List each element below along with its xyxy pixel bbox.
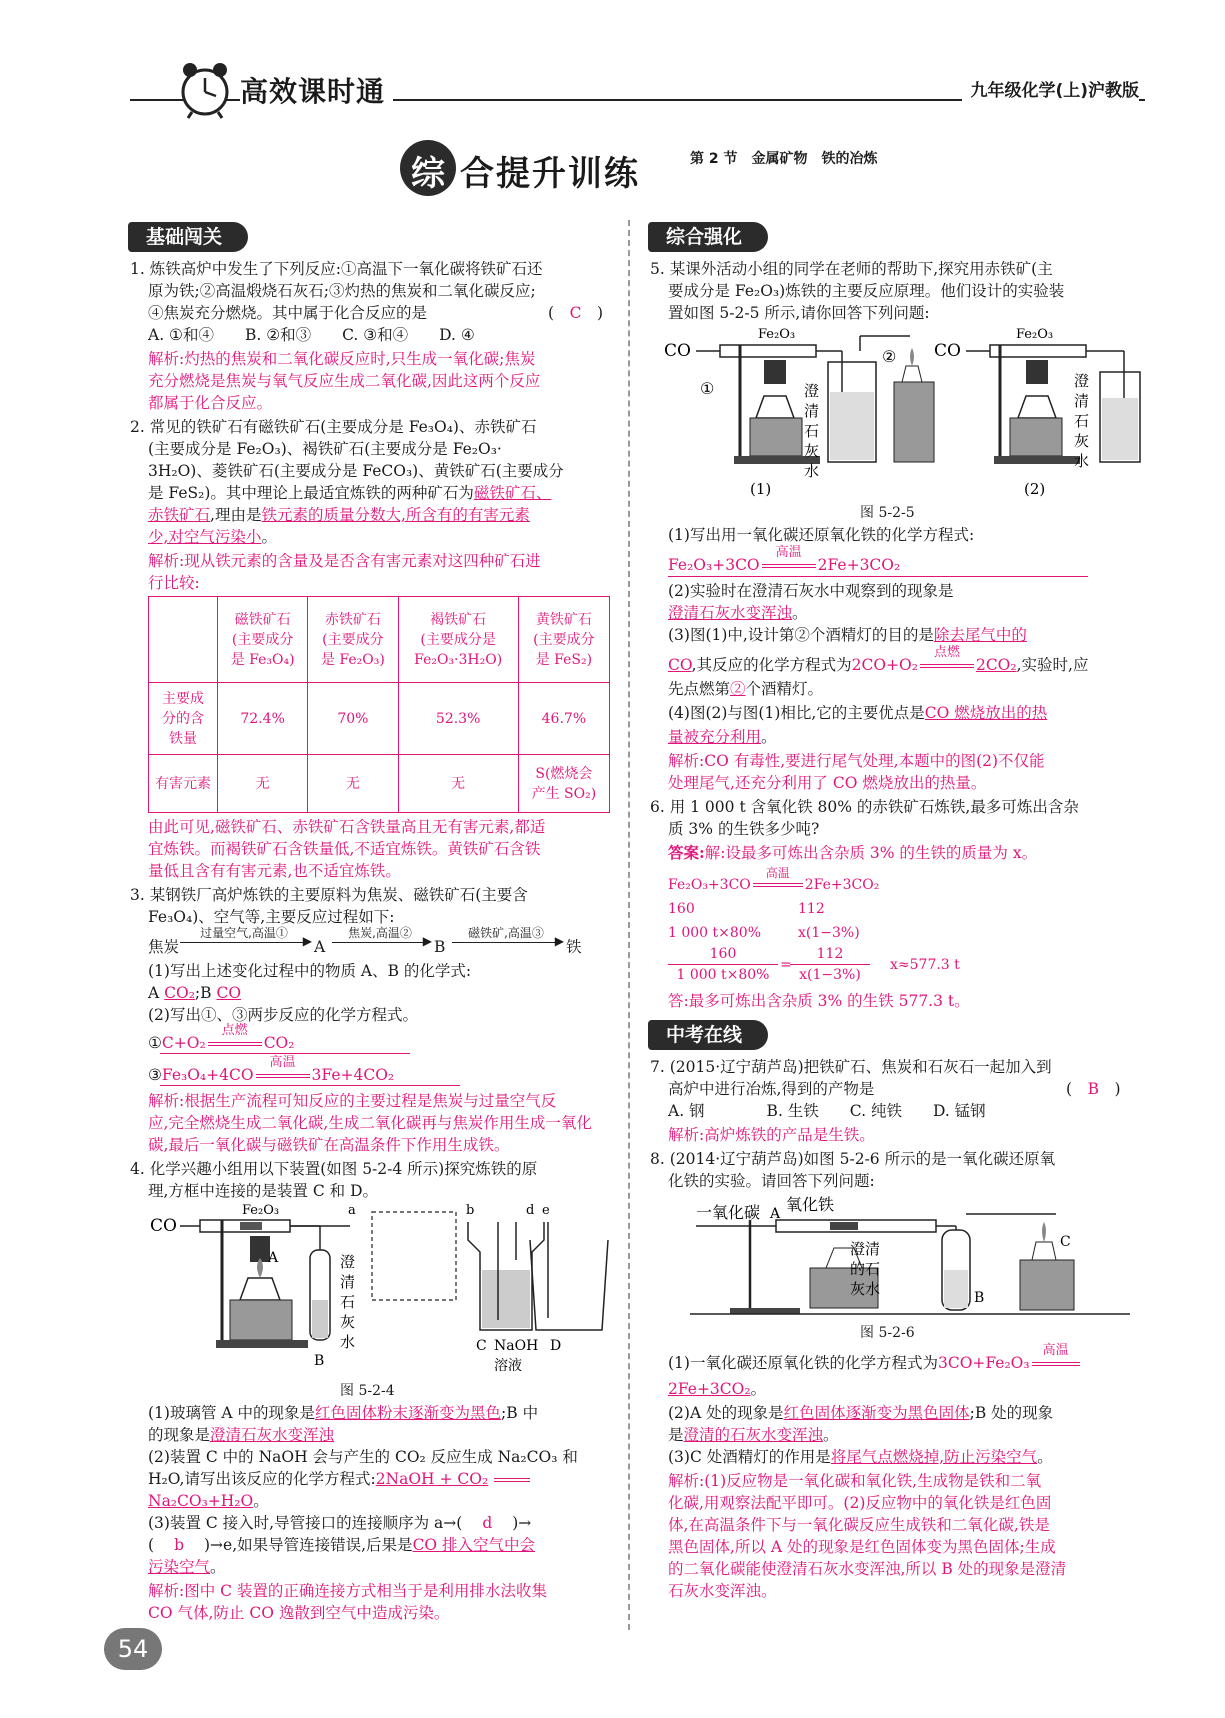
q4-analysis: 解析:图中 C 装置的正确连接方式相当于是利用排水法收集 <box>148 1582 547 1600</box>
flow-b: B <box>434 938 446 956</box>
q6-calc-value: x(1−3%) <box>798 925 860 941</box>
table-header: 磁铁矿石 (主要成分 是 Fe₃O₄) <box>218 597 308 683</box>
fig6-b-label: B <box>974 1290 985 1306</box>
fig5-lime: 灰 <box>804 442 820 460</box>
q4-analysis: CO 气体,防止 CO 逸散到空气中造成污染。 <box>148 1604 450 1622</box>
fraction-numerator: 112 <box>816 946 844 962</box>
q8-answer-c: 将尾气点燃烧掉,防止污染空气 <box>830 1448 1038 1466</box>
q2-text: 。 <box>261 528 277 546</box>
fig6-fe2o3: 氧化铁 <box>786 1195 835 1214</box>
q8-answer-a: 红色固体逐渐变为黑色固体 <box>783 1404 970 1422</box>
q4-part1 <box>148 1424 334 1446</box>
q2-line: 2. 常见的铁矿石有磁铁矿石(主要成分是 Fe₃O₄)、赤铁矿石 <box>130 418 537 436</box>
q3-answer-a: CO₂ <box>164 984 195 1002</box>
flow-end: 铁 <box>566 938 582 956</box>
q4-part1 <box>148 1402 538 1424</box>
q1-line: 原为铁;②高温煅烧石灰石;③灼热的焦炭和二氧化碳反应; <box>148 282 536 300</box>
q4-answer-3: 污染空气 <box>148 1558 211 1576</box>
q6-answer <box>668 842 1037 864</box>
fig4-port-b: b <box>466 1203 475 1218</box>
answer-underline <box>668 576 1088 577</box>
answer-underline <box>160 1085 460 1086</box>
eq-left: 3CO+Fe₂O₃ <box>937 1354 1030 1372</box>
fig5-fe2o3-label: Fe₂O₃ <box>758 327 796 342</box>
q5-text: (4)图(2)与图(1)相比,它的主要优点是 <box>668 704 925 722</box>
q5-part1: (1)写出用一氧化碳还原氧化铁的化学方程式: <box>668 526 975 544</box>
fig4-b-label: B <box>314 1353 325 1369</box>
q5-text: (3)图(1)中,设计第②个酒精灯的目的是 <box>668 626 934 644</box>
flow-cond-3: 磁铁矿,高温③ <box>468 926 544 940</box>
fig5-n2: ② <box>882 347 897 366</box>
q8-analysis: 的二氧化碳能使澄清石灰水变浑浊,所以 B 处的现象是澄清 <box>668 1560 1067 1578</box>
q4-equation: 2NaOH + CO₂ <box>375 1470 489 1488</box>
q5-text: 先点燃第 <box>668 680 731 698</box>
table-row-label: 主要成 分的含 铁量 <box>149 683 218 755</box>
q8-text: ;B 处的现象 <box>969 1404 1054 1422</box>
fig5-lime-2: 水 <box>1074 452 1090 470</box>
q2-text: 是 FeS₂)。其中理论上最适宜炼铁的两种矿石为 <box>148 484 474 502</box>
q3-analysis: 解析:根据生产流程可知反应的主要过程是焦炭与过量空气反 <box>148 1092 557 1110</box>
table-row-label: 有害元素 <box>149 755 218 813</box>
q2-answer-2: 少,对空气污染小 <box>148 528 262 546</box>
q8-text: 是 <box>668 1426 684 1444</box>
fig4-c-label: C <box>476 1338 487 1354</box>
eq-right: CO₂ <box>263 1034 295 1052</box>
q8-text: 。 <box>750 1380 767 1398</box>
q4-part2: (2)装置 C 中的 NaOH 会与产生的 CO₂ 反应生成 Na₂CO₃ 和 <box>148 1448 578 1466</box>
q7-line: 高炉中进行冶炼,得到的产物是 <box>668 1080 875 1098</box>
q2-analysis: 行比较: <box>148 574 200 592</box>
q6-answer-text: 解:设最多可炼出含杂质 3% 的生铁的质量为 x。 <box>704 844 1038 862</box>
q5-part3 <box>668 645 1089 676</box>
eq-left: 2CO+O₂ <box>851 656 918 674</box>
table-cell: 46.7% <box>518 683 609 755</box>
figure-5-2-4 <box>150 1200 620 1380</box>
q6-calc-mass: 112 <box>798 901 825 917</box>
q8-line: 8. (2014·辽宁葫芦岛)如图 5-2-6 所示的是一氧化碳还原氧 <box>650 1150 1056 1168</box>
eq-condition: 高温 <box>269 1055 296 1070</box>
eq-left: Fe₃O₄+4CO <box>161 1066 254 1084</box>
fig5-lime-2: 澄 <box>1074 372 1090 390</box>
q7-answer-paren: ( B ) <box>1066 1080 1121 1098</box>
eq-condition: 点燃 <box>933 645 960 660</box>
q8-part3 <box>668 1446 1053 1468</box>
q5-part4 <box>668 726 777 748</box>
q2-text: ,理由是 <box>210 506 262 524</box>
q5-part4 <box>668 702 1047 724</box>
q3-eq3: ③Fe₃O₄+4CO 高温 3Fe+4CO₂ <box>148 1064 394 1086</box>
q8-analysis: 石灰水变浑浊。 <box>668 1582 777 1600</box>
q4-part3: 污染空气。 <box>148 1558 226 1576</box>
q6-fraction-2 <box>790 944 870 985</box>
q8-text: (3)C 处酒精灯的作用是 <box>668 1448 831 1466</box>
flow-a: A <box>314 938 326 956</box>
fig5-lime: 清 <box>804 402 820 420</box>
fig5-co-label-2: CO <box>934 341 961 361</box>
q1-analysis: 解析:灼热的焦炭和二氧化碳反应时,只生成一氧化碳;焦炭 <box>148 350 536 368</box>
fig4-port-d: d <box>526 1203 535 1218</box>
q5-answer-3: CO <box>668 656 692 674</box>
q8-part1 <box>668 1378 766 1400</box>
flow-cond-1: 过量空气,高温① <box>200 926 288 940</box>
q4-part3 <box>148 1512 531 1534</box>
figure-5-2-6 <box>690 1190 1130 1320</box>
q2-analysis: 解析:现从铁元素的含量及是否含有害元素对这四种矿石进 <box>148 552 541 570</box>
badge-comprehensive: 综合强化 <box>648 222 768 252</box>
q5-text: 个酒精灯。 <box>745 680 824 698</box>
q5-answer-4: 量被充分利用 <box>668 728 762 746</box>
q1-line: 1. 炼铁高炉中发生了下列反应:①高温下一氧化碳将铁矿石还 <box>130 260 543 278</box>
table-cell: S(燃烧会 产生 SO₂) <box>518 755 609 813</box>
section-title: 合提升训练 <box>460 154 640 194</box>
q2-answer-1: 磁铁矿石、 <box>473 484 552 502</box>
q2-line <box>148 526 277 548</box>
table-cell: 70% <box>308 683 398 755</box>
q4-line: 4. 化学兴趣小组用以下装置(如图 5-2-4 所示)探究炼铁的原 <box>130 1160 538 1178</box>
fig4-lime: 澄 <box>340 1253 356 1271</box>
eq-right: 3Fe+4CO₂ <box>311 1066 395 1084</box>
q2-answer-1: 赤铁矿石 <box>148 506 211 524</box>
q8-text: 。 <box>823 1426 839 1444</box>
fig5-lime-2: 石 <box>1074 412 1090 430</box>
q3-answers: A CO₂;B CO <box>148 984 242 1002</box>
q8-analysis: 化碳,用观察法配平即可。(2)反应物中的氧化铁是红色固 <box>668 1494 1052 1512</box>
fig5-caption: 图 5-2-5 <box>860 505 915 521</box>
table-header: 赤铁矿石 (主要成分 是 Fe₂O₃) <box>308 597 398 683</box>
eq-condition: 高温 <box>775 545 802 560</box>
q3-line: 3. 某钢铁厂高炉炼铁的主要原料为焦炭、磁铁矿石(主要含 <box>130 886 528 904</box>
q5-part3 <box>668 678 823 700</box>
q5-answer-4: CO 燃烧放出的热 <box>924 704 1048 722</box>
q8-analysis: 体,在高温条件下与一氧化碳反应生成铁和二氧化碳,铁是 <box>668 1516 1050 1534</box>
fraction-denominator: x(1−3%) <box>799 967 861 983</box>
fig4-lime: 水 <box>340 1333 356 1351</box>
q5-line: 置如图 5-2-5 所示,请你回答下列问题: <box>668 304 930 322</box>
book-title: 九年级化学(上)沪教版 <box>962 76 1139 101</box>
flow-cond-2: 焦炭,高温② <box>348 926 412 940</box>
q1-line: A. ①和④ B. ②和③ C. ③和④ D. ④ <box>148 326 475 344</box>
fig4-caption: 图 5-2-4 <box>340 1383 395 1399</box>
q2-conclusion: 宜炼铁。而褐铁矿石含铁量低,不适宜炼铁。黄铁矿石含铁 <box>148 840 541 858</box>
q3-line: Fe₃O₄)、空气等,主要反应过程如下: <box>148 908 395 926</box>
q8-text: (2)A 处的现象是 <box>668 1404 784 1422</box>
fig4-lime: 清 <box>340 1273 356 1291</box>
fig6-co-label: 一氧化碳 <box>696 1203 761 1222</box>
fig4-d-label: D <box>550 1338 562 1354</box>
table-cell: 72.4% <box>218 683 308 755</box>
fig6-lime: 灰水 <box>850 1280 881 1298</box>
clock-logo-icon <box>176 58 234 120</box>
eq-condition: 高温 <box>765 866 790 880</box>
q1-line: ④焦炭充分燃烧。其中属于化合反应的是 <box>148 304 428 322</box>
eq-condition: 高温 <box>1042 1343 1069 1358</box>
fig5-lime: 澄 <box>804 382 820 400</box>
q5-line: 要成分是 Fe₂O₃)炼铁的主要反应原理。他们设计的实验装 <box>668 282 1065 300</box>
fig4-port-a: a <box>348 1203 356 1218</box>
q1-analysis: 充分燃烧是焦炭与氧气反应生成二氧化碳,因此这两个反应 <box>148 372 541 390</box>
q4-text: (3)装置 C 接入时,导管接口的连接顺序为 a→( <box>148 1514 463 1532</box>
brand-title: 高效课时通 <box>240 70 393 110</box>
flow-start: 焦炭 <box>148 938 180 956</box>
q1-analysis: 都属于化合反应。 <box>148 394 273 412</box>
fig6-caption: 图 5-2-6 <box>860 1325 915 1341</box>
fig5-fe2o3-label-2: Fe₂O₃ <box>1016 327 1054 342</box>
table-cell: 52.3% <box>398 683 518 755</box>
fig4-naoh: NaOH <box>494 1338 539 1354</box>
fig5-lime-2: 灰 <box>1074 432 1090 450</box>
q3-part2: (2)写出①、③两步反应的化学方程式。 <box>148 1006 418 1024</box>
q8-line: 化铁的实验。请回答下列问题: <box>668 1172 875 1190</box>
fig5-lime: 水 <box>804 462 820 480</box>
fraction-denominator: 1 000 t×80% <box>676 967 770 983</box>
q5-eq <box>668 545 901 576</box>
q6-calc-value: 1 000 t×80% <box>668 925 762 941</box>
q5-answer-lamp: ② <box>730 680 746 698</box>
q4-part3: ( b )→e,如果导管连接错误,后果是CO 排入空气中会 <box>148 1536 536 1554</box>
q2-line: 3H₂O)、菱铁矿石(主要成分是 FeCO₃)、黄铁矿石(主要成分 <box>148 462 564 480</box>
eq-condition: 点燃 <box>221 1023 248 1038</box>
badge-basic: 基础闯关 <box>128 222 248 252</box>
q8-text: 。 <box>1037 1448 1053 1466</box>
fig4-a-label: A <box>268 1250 279 1266</box>
q3-analysis: 应,完全燃烧生成二氧化碳,生成二氧化碳再与焦炭作用生成一氧化 <box>148 1114 592 1132</box>
q5-text: ,实验时,应 <box>1016 656 1089 674</box>
lesson-title: 第 2 节 金属矿物 铁的冶炼 <box>690 151 878 167</box>
q5-answer-3: 除去尾气中的 <box>933 626 1027 644</box>
q8-part2 <box>668 1424 839 1446</box>
table-header: 黄铁矿石 (主要成分 是 FeS₂) <box>518 597 609 683</box>
fig6-lime: 的石 <box>850 1260 881 1278</box>
fig4-sol: 溶液 <box>494 1358 522 1374</box>
fig6-a-label: A <box>770 1206 781 1222</box>
q4-answer-b: b <box>174 1536 184 1554</box>
q1-answer: C <box>569 304 582 322</box>
q4-equation: Na₂CO₃+H₂O <box>148 1492 254 1510</box>
q4-answer-d: d <box>482 1514 493 1532</box>
q4-text: )→e,如果导管连接错误,后果是 <box>204 1536 413 1554</box>
q8-part2 <box>668 1402 1053 1424</box>
q6-calc-eq <box>668 866 880 896</box>
fig5-lime: 石 <box>804 422 820 440</box>
q2-line: (主要成分是 Fe₂O₃)、褐铁矿石(主要成分是 Fe₂O₃· <box>148 440 502 458</box>
table-cell: 无 <box>398 755 518 813</box>
table-cell: 无 <box>308 755 398 813</box>
q7-line: A. 钢 B. 生铁 C. 纯铁 D. 锰钢 <box>668 1102 986 1120</box>
q8-analysis: 解析:(1)反应物是一氧化碳和氧化铁,生成物是铁和二氧 <box>668 1472 1042 1490</box>
q5-part2: (2)实验时在澄清石灰水中观察到的现象是 <box>668 582 954 600</box>
fig5-sub1: (1) <box>750 480 772 498</box>
q8-text: (1)一氧化碳还原氧化铁的化学方程式为 <box>668 1354 938 1372</box>
fig5-lime-2: 清 <box>1074 392 1090 410</box>
figure-5-2-5 <box>664 322 1144 502</box>
table-corner <box>149 597 218 683</box>
q4-text: (1)玻璃管 A 中的现象是 <box>148 1404 316 1422</box>
flow-arrow-2: 焦炭,高温② ▶ <box>332 926 428 943</box>
q6-final: 答:最多可炼出含杂质 3% 的生铁 577.3 t。 <box>668 992 970 1010</box>
q2-answer-2: 铁元素的质量分数大,所含有的有害元素 <box>261 506 530 524</box>
q5-analysis: 解析:CO 有毒性,要进行尾气处理,本题中的图(2)不仅能 <box>668 752 1045 770</box>
q5-text: ,其反应的化学方程式为 <box>691 656 852 674</box>
q5-line: 5. 某课外活动小组的同学在老师的帮助下,探究用赤铁矿(主 <box>650 260 1053 278</box>
q5-answer-2: 澄清石灰水变浑浊 <box>668 604 793 622</box>
fig4-co-label: CO <box>150 1216 177 1236</box>
table-header: 褐铁矿石 (主要成分是 Fe₂O₃·3H₂O) <box>398 597 518 683</box>
q4-answer-1: 红色固体粉末逐渐变为黑色 <box>315 1404 502 1422</box>
eq-left: Fe₂O₃+3CO <box>668 877 751 893</box>
q3-eq1: ①C+O₂ 点燃 CO₂ <box>148 1032 294 1054</box>
q4-answer-3: CO 排入空气中会 <box>412 1536 536 1554</box>
q4-line: 理,方框中连接的是装置 C 和 D。 <box>148 1182 378 1200</box>
q6-line: 6. 用 1 000 t 含氧化铁 80% 的赤铁矿石炼铁,最多可炼出含杂 <box>650 798 1079 816</box>
eq-right: 2Fe+3CO₂ <box>668 1380 751 1398</box>
q6-line: 质 3% 的生铁多少吨? <box>668 820 820 838</box>
q6-fraction-1 <box>668 944 778 985</box>
eq-right: 2CO₂ <box>975 656 1017 674</box>
column-divider <box>628 220 630 1630</box>
fig4-lime: 灰 <box>340 1313 356 1331</box>
table-cell: 无 <box>218 755 308 813</box>
fig5-sub2: (2) <box>1024 480 1046 498</box>
q7-analysis: 解析:高炉炼铁的产品是生铁。 <box>668 1126 875 1144</box>
fig4-port-e: e <box>542 1203 550 1218</box>
fig5-co-label: CO <box>664 341 691 361</box>
fig4-lime: 石 <box>340 1293 356 1311</box>
q3-part1: (1)写出上述变化过程中的物质 A、B 的化学式: <box>148 962 472 980</box>
q2-conclusion: 由此可见,磁铁矿石、赤铁矿石含铁量高且无有害元素,都适 <box>148 818 546 836</box>
q7-answer: B <box>1087 1080 1099 1098</box>
q5-text: 。 <box>761 728 777 746</box>
fig5-n1: ① <box>700 379 715 398</box>
flow-arrow-3: 磁铁矿,高温③ ▶ <box>452 926 560 943</box>
q6-calc-mass: 160 <box>668 901 695 917</box>
q4-answer-2: 澄清石灰水变浑浊 <box>210 1426 335 1444</box>
q6-fraction-eq: = <box>780 957 792 973</box>
eq-right: 2Fe+3CO₂ <box>817 556 901 574</box>
q2-line <box>148 504 530 526</box>
q4-text: 的现象是 <box>148 1426 211 1444</box>
fig6-c-label: C <box>1060 1234 1071 1250</box>
fig6-lime: 澄清 <box>850 1240 881 1258</box>
q4-text: H₂O,请写出该反应的化学方程式: <box>148 1470 376 1488</box>
eq-left: Fe₂O₃+3CO <box>668 556 760 574</box>
q3-analysis: 碳,最后一氧化碳与磁铁矿在高温条件下作用生成铁。 <box>148 1136 510 1154</box>
ore-comparison-table <box>148 596 610 813</box>
q6-result: x≈577.3 t <box>890 957 960 973</box>
q8-part1 <box>668 1343 1082 1374</box>
flow-arrow-1: 过量空气,高温① ▶ <box>180 926 308 943</box>
page-number: 54 <box>104 1628 162 1670</box>
q4-part2: Na₂CO₃+H₂O。 <box>148 1492 269 1510</box>
q5-analysis: 处理尾气,还充分利用了 CO 燃烧放出的热量。 <box>668 774 987 792</box>
q4-text: )→ <box>512 1514 532 1532</box>
q5-part2-ans: 澄清石灰水变浑浊。 <box>668 604 808 622</box>
fraction-numerator: 160 <box>709 946 737 962</box>
q4-text: ;B 中 <box>501 1404 539 1422</box>
q8-answer-b: 澄清的石灰水变浑浊 <box>683 1426 824 1444</box>
q7-line: 7. (2015·辽宁葫芦岛)把铁矿石、焦炭和石灰石一起加入到 <box>650 1058 1052 1076</box>
q2-line <box>148 482 551 504</box>
fig4-fe2o3-label: Fe₂O₃ <box>242 1203 280 1218</box>
q2-conclusion: 量低且含有有害元素,也不适宜炼铁。 <box>148 862 401 880</box>
q6-answer-label: 答案: <box>668 843 705 862</box>
eq-left: C+O₂ <box>161 1034 206 1052</box>
q1-answer-paren: ( C ) <box>548 304 603 322</box>
q3-answer-b: CO <box>216 984 242 1002</box>
eq-right: 2Fe+3CO₂ <box>804 877 880 893</box>
q8-analysis: 黑色固体,所以 A 处的现象是红色固体变为黑色固体;生成 <box>668 1538 1056 1556</box>
badge-exam: 中考在线 <box>648 1020 768 1050</box>
q4-part2 <box>148 1468 530 1490</box>
section-title-first: 综 <box>411 154 445 194</box>
